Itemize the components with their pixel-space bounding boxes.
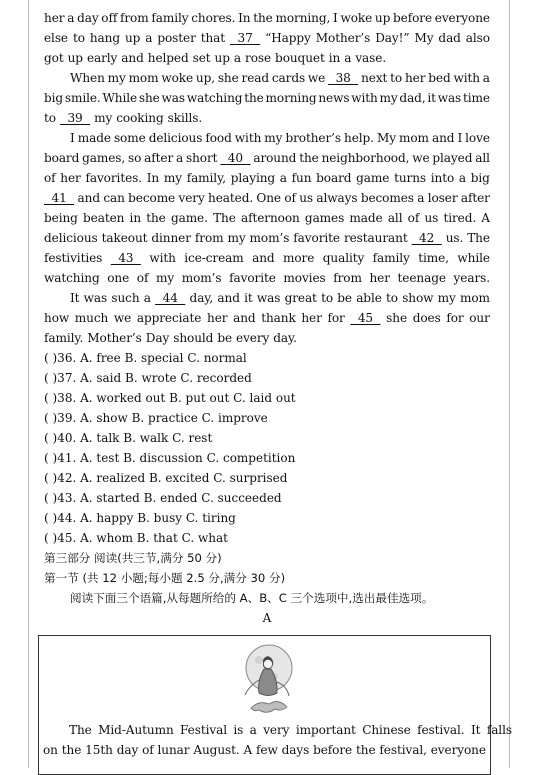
word: news [318,91,350,105]
word: In [238,11,251,25]
word: movies [283,271,326,285]
word: a [67,11,75,25]
word: to [390,71,403,85]
word: chores. [191,11,236,25]
word: favorites. [85,171,142,185]
word: up [67,51,83,65]
word: Day!” [375,31,410,45]
cloze-blank: 43 [110,251,141,265]
cloze-blank: 45 [350,311,381,325]
word: us [299,191,314,205]
word: to [72,31,85,45]
word: big [44,91,64,105]
text-line [43,720,512,740]
word: be [337,291,352,305]
word: set [192,51,211,65]
word: her [207,311,228,325]
word: bouquet [275,51,325,65]
word: was [83,291,108,305]
word: turns [394,171,426,185]
word: the [61,743,82,757]
word: the [253,11,273,25]
word: else [44,31,68,45]
word: for [446,311,464,325]
option-line: ( )39. A. show B. practice C. improve [44,411,268,425]
word: games [304,211,345,225]
word: I [457,131,463,145]
text-line [44,308,490,328]
word: mom [399,131,429,145]
word: falls [486,723,512,737]
word: skills. [167,111,203,125]
word: bed [428,71,451,85]
word: poster [157,31,196,45]
word: hang [89,31,120,45]
cloze-blank: 38 [328,71,359,85]
word: watching [44,271,100,285]
word: her [404,71,426,85]
word: early [86,51,118,65]
word: afternoon [240,211,300,225]
word: delicious [148,131,203,145]
word: after [460,191,490,205]
word: up [124,31,141,45]
text-line [44,288,490,308]
word: always [316,191,358,205]
word: Day [145,331,170,345]
word: read [241,71,270,85]
text-line [44,88,490,108]
word: a [344,51,352,65]
word: a [145,31,153,45]
word: The [467,231,490,245]
word: cards [271,71,306,85]
word: she [386,311,408,325]
passage-a-box [38,635,512,775]
word: great [284,291,317,305]
word: was [256,291,281,305]
word: a [143,291,151,305]
word: festival. [417,723,465,737]
word: a [417,191,425,205]
word: everyone [430,743,486,757]
word: board [316,171,352,185]
option-line: ( )42. A. realized B. excited C. surprised [44,471,288,485]
word: restaurant [343,231,408,245]
word: In [146,171,160,185]
word: rose [245,51,272,65]
word: a [458,171,466,185]
word: was [437,91,462,105]
word: so [128,151,142,165]
word: While [102,91,138,105]
option-line: ( )38. A. worked out B. put out C. laid out [44,391,296,405]
word: in [328,51,341,65]
word: A [481,211,490,225]
word: I [333,11,338,25]
word: one [107,271,130,285]
word: and [431,131,455,145]
cloze-blank: 44 [155,291,186,305]
word: day. [273,331,297,345]
word: vase. [355,51,387,65]
word: on [43,743,58,757]
word: a [482,71,490,85]
word: ice-cream [184,251,244,265]
word: also [465,31,490,45]
word: dinner [151,231,191,245]
word: the [244,91,264,105]
word: favorite [293,231,340,245]
word: festivities [44,251,103,265]
word: my [107,71,126,85]
word: made [77,131,111,145]
word: she [217,71,239,85]
word: heated. [208,191,254,205]
text-line [43,740,486,760]
word: with [453,71,480,85]
word: quality [322,251,365,265]
word: brother’s [285,131,341,145]
word: next [361,71,388,85]
text-line [44,208,490,228]
word: that [200,31,226,45]
word: and [217,291,240,305]
word: the [146,211,166,225]
word: how [44,311,70,325]
text-line [44,248,490,268]
word: we [307,71,326,85]
word: Festival [180,723,227,737]
word: my [379,91,398,105]
word: her [60,171,81,185]
word: and [252,251,275,265]
word: being [44,211,78,225]
word: “Happy [265,31,311,45]
word: woke [161,71,194,85]
moon-lady-illustration-icon [239,642,295,716]
word: of [407,211,420,225]
word: before [393,11,433,25]
word: with [351,91,378,105]
word: August. [193,743,240,757]
cloze-passage [44,8,490,348]
word: made [349,211,383,225]
word: thank [261,311,296,325]
word: few [256,743,278,757]
word: of [136,271,149,285]
word: after [144,151,174,165]
word: become [128,191,176,205]
word: years. [453,271,490,285]
word: beaten [83,211,125,225]
cloze-blank: 42 [411,231,442,245]
word: The [69,723,92,737]
word: a [233,51,242,65]
text-line [44,108,490,128]
word: is [233,723,244,737]
word: to [386,291,398,305]
word: festival, [379,743,427,757]
word: every [236,331,270,345]
part3-heading: 第三部分 阅读(共三节,满分 50 分) [44,551,222,565]
word: day [116,743,139,757]
word: up [374,11,391,25]
word: mom [460,291,490,305]
word: Chinese [362,723,411,737]
word: from [194,231,224,245]
word: help. [344,131,374,145]
word: game [356,171,390,185]
word: games, [82,151,126,165]
word: fun [291,171,312,185]
word: our [469,311,490,325]
word: cooking [116,111,164,125]
word: she [138,91,160,105]
word: dad, [399,91,426,105]
word: lunar [157,743,190,757]
word: family. [44,331,84,345]
option-line: ( )37. A. said B. wrote C. recorded [44,371,252,385]
word: in [129,211,142,225]
word: while [457,251,490,265]
word: my [227,231,246,245]
word: a [249,723,257,737]
word: A [243,743,253,757]
word: days [281,743,310,757]
word: of [284,191,296,205]
word: My [376,131,396,145]
text-line [44,8,490,28]
word: of [142,743,154,757]
word: day [77,11,99,25]
option-line: ( )43. A. started B. ended C. succeeded [44,491,282,505]
text-line [44,168,490,188]
word: before [313,743,353,757]
word: much [74,311,109,325]
word: from [119,11,149,25]
word: with [149,251,176,265]
text-line [44,68,490,88]
text-line [44,28,490,48]
word: be [217,331,233,345]
word: my [94,111,113,125]
option-line: ( )40. A. talk B. walk C. rest [44,431,213,445]
word: I [70,131,75,145]
word: all [387,211,403,225]
word: my [264,131,283,145]
word: us. [445,231,464,245]
text-line [44,48,490,68]
word: Mid-Autumn [98,723,174,737]
word: playing [230,171,276,185]
word: and [121,51,144,65]
word: very [178,191,205,205]
word: 15th [85,743,113,757]
word: short [186,151,218,165]
passage-a-label: A [262,611,272,625]
word: morning [265,91,317,105]
word: my [155,271,175,285]
word: up [214,51,230,65]
document-body [44,8,490,628]
word: mom’s [181,271,222,285]
text-line [44,128,490,148]
text-line [44,228,490,248]
word: her [369,271,390,285]
text-line [44,328,490,348]
word: up, [195,71,215,85]
word: mom’s [249,231,290,245]
word: it [427,91,436,105]
word: board [44,151,80,165]
word: neighborhood, [321,151,410,165]
word: takeout [101,231,148,245]
word: all [475,151,490,165]
word: with [234,131,262,145]
word: Mother’s [315,31,371,45]
word: very [263,723,290,737]
word: watching [186,91,243,105]
word: teenage [397,271,446,285]
word: a [279,171,287,185]
word: we [113,311,132,325]
word: her [301,311,322,325]
word: important [295,723,356,737]
word: time, [418,251,449,265]
word: more [283,251,315,265]
cloze-blank: 41 [44,191,75,205]
word: her [44,11,65,25]
word: tired. [443,211,477,225]
word: everyone [434,11,490,25]
word: able [356,291,382,305]
word: should [173,331,214,345]
cloze-blank: 37 [230,31,261,45]
word: the [299,151,319,165]
word: from [333,271,362,285]
word: favorite [229,271,276,285]
option-line: ( )44. A. happy B. busy C. tiring [44,511,236,525]
word: to [44,111,56,125]
word: My [414,31,434,45]
cloze-blank: 39 [59,111,91,125]
word: day, [189,291,214,305]
word: my [163,171,182,185]
word: time [462,91,490,105]
word: for [327,311,345,325]
word: and [77,191,100,205]
word: off [101,11,118,25]
answer-options-list [44,348,490,548]
word: the [356,743,376,757]
word: it [244,291,253,305]
word: game. [170,211,208,225]
option-line: ( )41. A. test B. discussion C. competition [44,451,296,465]
word: love [465,131,490,145]
word: big [470,171,490,185]
option-line: ( )36. A. free B. special C. normal [44,351,247,365]
page-margin-line-left [28,0,29,768]
word: morning, [275,11,331,25]
word: The [213,211,236,225]
word: some [113,131,146,145]
word: of [44,171,56,185]
word: family, [186,171,226,185]
text-line [44,148,490,168]
word: we [412,151,430,165]
word: to [321,291,334,305]
page-margin-line-right [509,0,510,768]
word: family [151,11,189,25]
word: show [402,291,434,305]
word: It [70,291,80,305]
word: It [470,723,481,737]
section1-heading: 第一节 (共 12 小题;每小题 2.5 分,满分 30 分) [44,571,286,585]
word: woke [340,11,373,25]
word: dad [438,31,461,45]
word: played [432,151,473,165]
word: got [44,51,64,65]
word: smile. [64,91,101,105]
word: One [256,191,281,205]
text-line [44,268,490,288]
cloze-blank: 40 [220,151,251,165]
word: family [372,251,410,265]
word: Mother’s [87,331,142,345]
word: helped [147,51,189,65]
option-line: ( )45. A. whom B. that C. what [44,531,228,545]
word: mom [128,71,159,85]
text-line [44,188,490,208]
word: and [233,311,256,325]
word: my [437,291,456,305]
word: a [176,151,184,165]
word: was [161,91,186,105]
word: us [424,211,439,225]
word: becomes [360,191,414,205]
word: can [103,191,125,205]
word: does [412,311,441,325]
word: around [253,151,297,165]
word: loser [427,191,458,205]
word: delicious [44,231,98,245]
reading-instructions: 阅读下面三个语篇,从每题所给的 A、B、C 三个选项中,选出最佳选项。 [70,591,434,605]
word: such [111,291,140,305]
word: into [430,171,455,185]
word: appreciate [136,311,202,325]
word: When [70,71,105,85]
word: food [205,131,232,145]
